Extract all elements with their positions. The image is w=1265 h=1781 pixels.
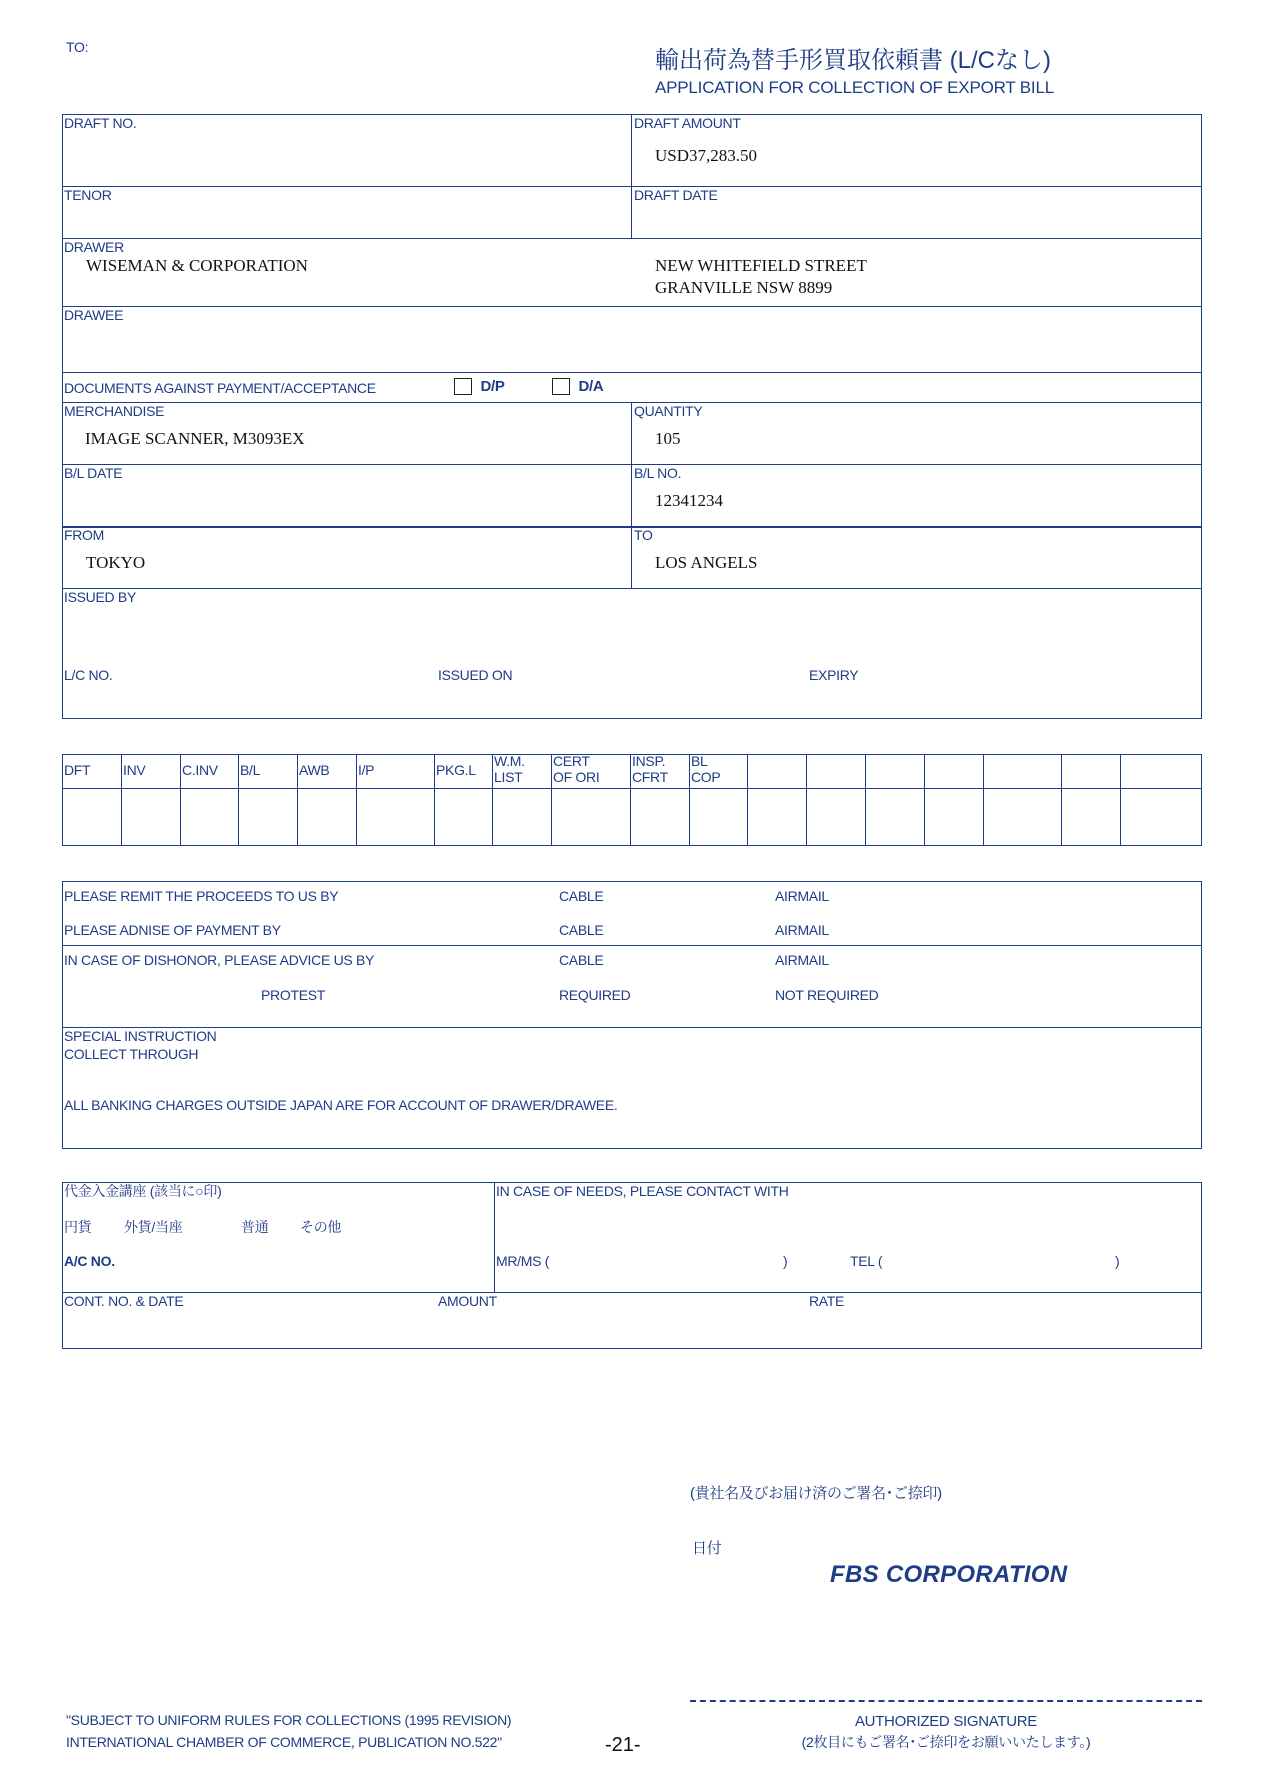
grid-header-cell: PKG.L: [436, 762, 476, 778]
grid-input-cell[interactable]: [121, 789, 180, 845]
draft-divider: [631, 114, 632, 239]
grid-input-cell[interactable]: [983, 789, 1061, 845]
drawer-label: DRAWER: [64, 239, 124, 255]
dp-label: D/P: [480, 378, 505, 395]
remit-airmail-option[interactable]: AIRMAIL: [775, 888, 829, 904]
issued-by-label: ISSUED BY: [64, 589, 136, 605]
ac-no-label: A/C NO.: [64, 1253, 115, 1269]
account-divider: [494, 1182, 495, 1292]
quantity-label: QUANTITY: [634, 403, 703, 419]
form-title-en: APPLICATION FOR COLLECTION OF EXPORT BILL: [655, 78, 1054, 97]
from-value[interactable]: TOKYO: [86, 553, 146, 572]
option-foreign-current[interactable]: 外貨/当座: [124, 1219, 183, 1235]
cont-no-date-label: CONT. NO. & DATE: [64, 1293, 184, 1309]
documents-label: DOCUMENTS AGAINST PAYMENT/ACCEPTANCE: [64, 380, 376, 396]
option-normal[interactable]: 普通: [241, 1219, 269, 1235]
grid-input-cell[interactable]: [434, 789, 492, 845]
dishonor-cable-option[interactable]: CABLE: [559, 952, 604, 968]
grid-input-cell[interactable]: [356, 789, 434, 845]
grid-header-cell: DFT: [64, 762, 91, 778]
divider-line: [62, 238, 1202, 239]
divider-line: [62, 945, 1202, 946]
mrms-close: ): [783, 1253, 788, 1269]
grid-input-cell[interactable]: [180, 789, 238, 845]
authorized-signature-note: (2枚目にもご署名･ご捺印をお願いいたします。): [801, 1734, 1091, 1750]
bl-no-value[interactable]: 12341234: [655, 491, 723, 510]
grid-header-cell: CERT OF ORI: [553, 753, 600, 786]
grid-header-cell: [985, 753, 1060, 762]
divider-line: [62, 1027, 1202, 1028]
drawee-label: DRAWEE: [64, 307, 124, 323]
grid-input-cell[interactable]: [62, 789, 121, 845]
grid-header-cell: AWB: [299, 762, 330, 778]
account-title: 代金入金講座 (該当に○印): [64, 1183, 222, 1199]
advise-cable-option[interactable]: CABLE: [559, 922, 604, 938]
tel-close: ): [1115, 1253, 1120, 1269]
signature-note: (貴社名及びお届け済のご署名･ご捺印): [690, 1485, 942, 1502]
draft-section: [62, 114, 1202, 373]
amount-label: AMOUNT: [438, 1293, 497, 1309]
grid-input-cell[interactable]: [492, 789, 551, 845]
option-other[interactable]: その他: [300, 1219, 342, 1235]
to-port-value[interactable]: LOS ANGELS: [655, 553, 758, 572]
company-name-stamp: FBS CORPORATION: [830, 1561, 1068, 1588]
divider-line: [62, 588, 1202, 589]
draft-date-label: DRAFT DATE: [634, 187, 718, 203]
rate-label: RATE: [809, 1293, 845, 1309]
draft-amount-label: DRAFT AMOUNT: [634, 115, 741, 131]
account-section: [62, 1182, 1202, 1349]
divider-line: [62, 526, 1202, 528]
mrms-label: MR/MS (: [496, 1253, 550, 1269]
grid-header-cell: [1063, 753, 1119, 762]
banking-charges-text: ALL BANKING CHARGES OUTSIDE JAPAN ARE FOR ACCOUNT OF DRAWER/DRAWEE.: [64, 1097, 618, 1113]
drawer-address-line1[interactable]: NEW WHITEFIELD STREET: [655, 256, 867, 275]
grid-header-cell: W.M. LIST: [494, 753, 525, 786]
advise-label: PLEASE ADNISE OF PAYMENT BY: [64, 922, 281, 938]
grid-input-cell[interactable]: [297, 789, 356, 845]
collect-through-label: COLLECT THROUGH: [64, 1046, 199, 1062]
grid-header-cell: [867, 753, 923, 762]
rules-line1: "SUBJECT TO UNIFORM RULES FOR COLLECTIONS (1995 REVISION): [66, 1712, 512, 1728]
dishonor-airmail-option[interactable]: AIRMAIL: [775, 952, 829, 968]
tenor-label: TENOR: [64, 187, 112, 203]
grid-header-cell: [926, 753, 982, 762]
grid-input-cell[interactable]: [865, 789, 924, 845]
not-required-option[interactable]: NOT REQUIRED: [775, 987, 879, 1003]
to-label: TO:: [66, 39, 89, 55]
grid-input-cell[interactable]: [551, 789, 630, 845]
grid-input-cell[interactable]: [1061, 789, 1120, 845]
merchandise-value[interactable]: IMAGE SCANNER, M3093EX: [85, 429, 305, 448]
authorized-signature-label: AUTHORIZED SIGNATURE: [854, 1713, 1038, 1730]
grid-input-cell[interactable]: [238, 789, 297, 845]
tel-label: TEL (: [850, 1253, 883, 1269]
special-instruction-label: SPECIAL INSTRUCTION: [64, 1028, 217, 1044]
to-port-label: TO: [634, 527, 653, 543]
grid-header-cell: [749, 753, 805, 762]
signature-line[interactable]: [690, 1700, 1202, 1702]
grid-input-cell[interactable]: [806, 789, 865, 845]
grid-input-cell[interactable]: [747, 789, 806, 845]
grid-header-cell: INV: [123, 762, 146, 778]
grid-input-cell[interactable]: [630, 789, 689, 845]
grid-header-cell: INSP. CFRT: [632, 753, 668, 786]
draft-no-label: DRAFT NO.: [64, 115, 137, 131]
shipment-section: [62, 373, 1202, 719]
option-yen[interactable]: 円貨: [64, 1219, 92, 1235]
shipment-divider: [631, 402, 632, 589]
grid-header-cell: C.INV: [182, 762, 218, 778]
advise-airmail-option[interactable]: AIRMAIL: [775, 922, 829, 938]
divider-line: [62, 1292, 1202, 1293]
drawer-address-line2[interactable]: GRANVILLE NSW 8899: [655, 278, 833, 297]
expiry-label: EXPIRY: [809, 667, 859, 683]
issued-on-label: ISSUED ON: [438, 667, 513, 683]
grid-header-cell: BL COP: [691, 753, 721, 786]
divider-line: [62, 464, 1202, 465]
drawer-name[interactable]: WISEMAN & CORPORATION: [86, 256, 308, 275]
grid-header-cell: I/P: [358, 762, 375, 778]
merchandise-label: MERCHANDISE: [64, 403, 165, 419]
remit-label: PLEASE REMIT THE PROCEEDS TO US BY: [64, 888, 339, 904]
grid-header-cell: [808, 753, 864, 762]
grid-header-cell: B/L: [240, 762, 261, 778]
bl-date-label: B/L DATE: [64, 465, 123, 481]
required-option[interactable]: REQUIRED: [559, 987, 631, 1003]
divider-line: [62, 306, 1202, 307]
da-label: D/A: [578, 378, 604, 395]
form-title-jp: 輸出荷為替手形買取依頼書 (L/Cなし): [655, 47, 1051, 74]
dishonor-label: IN CASE OF DISHONOR, PLEASE ADVICE US BY: [64, 952, 375, 968]
grid-header-cell: [1122, 753, 1201, 762]
grid-input-cell[interactable]: [689, 789, 747, 845]
grid-input-cell[interactable]: [1120, 789, 1202, 845]
grid-input-cell[interactable]: [924, 789, 983, 845]
bl-no-label: B/L NO.: [634, 465, 682, 481]
remit-cable-option[interactable]: CABLE: [559, 888, 604, 904]
protest-label: PROTEST: [261, 987, 326, 1003]
quantity-value[interactable]: 105: [655, 429, 681, 448]
from-label: FROM: [64, 527, 105, 543]
contact-label: IN CASE OF NEEDS, PLEASE CONTACT WITH: [496, 1183, 789, 1199]
draft-amount-value[interactable]: USD37,283.50: [655, 146, 758, 165]
page-number: -21-: [605, 1734, 641, 1756]
rules-line2: INTERNATIONAL CHAMBER OF COMMERCE, PUBLICATION NO.522": [66, 1734, 502, 1750]
lc-no-label: L/C NO.: [64, 667, 113, 683]
divider-line: [62, 186, 1202, 187]
date-label: 日付: [692, 1540, 722, 1557]
